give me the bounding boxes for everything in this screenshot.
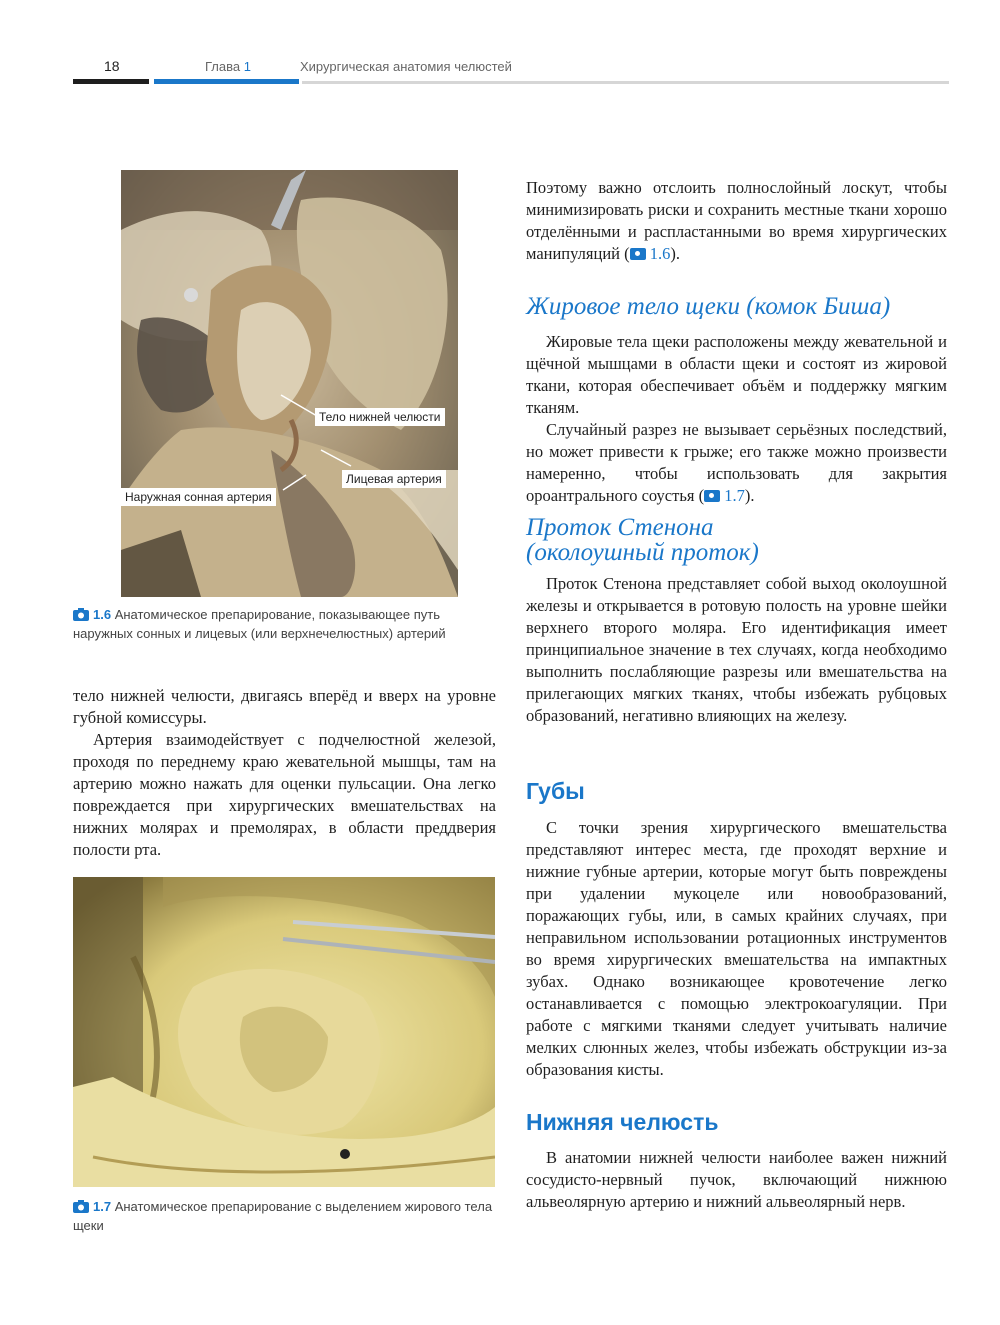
camera-icon (73, 608, 89, 621)
paragraph: Жировые тела щеки расположены между жевательной и щёчной мышцами в области щеки и состоят из жировой ткани, которая обеспечивает объём и поддержку мягким тканям. (526, 332, 947, 417)
lips-text (526, 817, 947, 1081)
figure-1-6-photo (121, 170, 458, 597)
paragraph: тело нижней челюсти, двигаясь вперёд и вверх на уровне губной комиссуры. (73, 686, 496, 727)
page-number: 18 (104, 58, 120, 74)
paragraph: Проток Стенона представляет собой выход околоушной железы и открывается в ротовую полость на уровне шейки верхнего второго моляра. Его идентификация имеет принципиальное значение в тех случаях, когда необходимо выполнить послабляющие разрезы или вмешательства на прилегающих мягких тканях, чтобы избежать рубцовых образований, негативно влияющих на железу. (526, 574, 947, 725)
heading-stenon (526, 515, 759, 565)
caption-text: Анатомическое препарирование с выделением жирового тела щеки (73, 1199, 493, 1233)
paragraph (526, 177, 947, 265)
label-facial-artery: Лицевая артерия (342, 470, 446, 488)
heading-stenon-line-2: (околоушный проток) (526, 539, 759, 566)
header-rule-blue (154, 79, 299, 84)
page-header (0, 0, 1000, 90)
caption-text: Анатомическое препарирование, показывающее путь наружных сонных и лицевых (или верхнечелюстных) артерий (73, 607, 446, 641)
figure-1-7-photo (73, 877, 495, 1187)
paragraph-text: Поэтому важно отслоить полнослойный лоскут, чтобы минимизировать риски и сохранить местные ткани хорошо отделёнными и распластанными во время хирургических манипуляций ( (526, 178, 947, 263)
heading-lips: Губы (526, 778, 585, 804)
label-mandible-body: Тело нижней челюсти (315, 408, 445, 426)
paragraph-end: ). (744, 486, 755, 505)
heading-stenon-line-1: Проток Стенона (526, 514, 714, 541)
header-rule-grey (302, 81, 949, 84)
paragraph: Артерия взаимодействует с подчелюстной железой, проходя по переднему краю жевательной мышцы, там на артерию можно нажать для оценки пульсации. Она легко повреждается при хирургических вмешательствах на нижних молярах и премолярах, в области преддверия полости рта. (73, 730, 496, 859)
figure-1-6-caption (73, 605, 503, 643)
caption-number: 1.6 (93, 607, 112, 622)
camera-icon (704, 490, 720, 502)
camera-icon (630, 248, 646, 260)
heading-bichat: Жировое тело щеки (комок Биша) (526, 293, 891, 320)
paragraph: В анатомии нижней челюсти наиболее важен нижний сосудисто-нервный пучок, включающий нижнюю альвеолярную артерию и нижний альвеолярный нерв. (526, 1148, 947, 1211)
right-intro-text (526, 177, 947, 265)
mandible-text (526, 1147, 947, 1213)
paragraph-end: ). (670, 244, 680, 263)
camera-icon (73, 1200, 89, 1213)
chapter-word: Глава (205, 59, 241, 74)
left-column-text (73, 685, 496, 861)
bichat-text (526, 331, 947, 507)
paragraph: С точки зрения хирургического вмешательства представляют интерес места, где проходят верхние и нижние губные артерии, которые могут быть повреждены при удалении мукоцеле или новообразований, поражающих губы, или, в самых крайних случаях, при неправильном использовании ротационных инструментов во время хирургических вмешательства на импактных зубах. Однако возникающее кровотечение легко останавливается с помощью электрокоагуляции. При работе с мягкими тканями следует учитывать наличие мелких слюнных желез, чтобы избежать обструкции из-за образования кисты. (526, 818, 947, 1079)
caption-number: 1.7 (93, 1199, 112, 1214)
figure-ref[interactable]: 1.7 (724, 486, 745, 505)
chapter-number: 1 (243, 59, 251, 74)
figure-1-7-caption (73, 1197, 503, 1235)
figure-ref[interactable]: 1.6 (649, 244, 671, 263)
paragraph-text: Случайный разрез не вызывает серьёзных последствий, но может привести к грыже; его также можно произвести намеренно, чтобы использовать для закрытия ороантрального соустья ( (526, 420, 947, 505)
heading-mandible: Нижняя челюсть (526, 1109, 719, 1135)
chapter-title: Хирургическая анатомия челюстей (300, 59, 512, 74)
label-external-carotid: Наружная сонная артерия (121, 488, 276, 506)
stenon-text (526, 573, 947, 727)
paragraph (526, 419, 947, 507)
chapter-label (205, 59, 251, 74)
header-rule-black (73, 79, 149, 84)
